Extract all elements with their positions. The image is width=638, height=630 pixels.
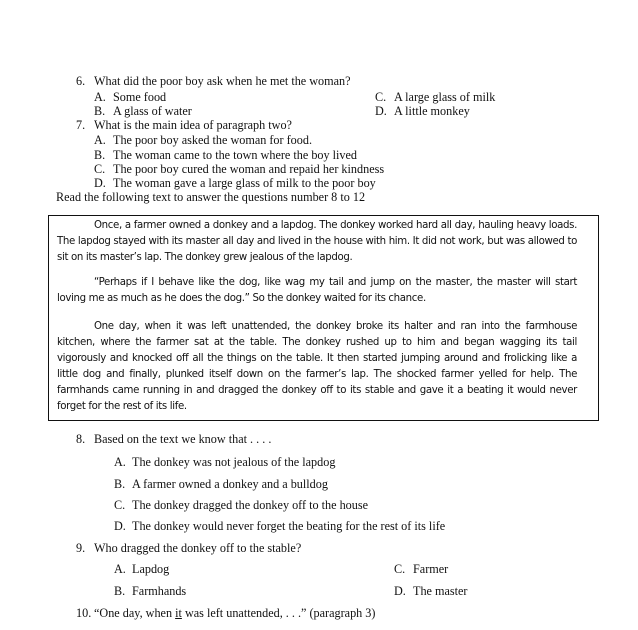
question-text: What is the main idea of paragraph two? [94, 118, 292, 132]
question-number: 10. [76, 606, 92, 620]
option-text: The poor boy cured the woman and repaid her kindness [113, 162, 385, 176]
option-letter: C. [394, 562, 406, 576]
passage-line: The lapdog stayed with its master all day and lived in the house with him. It did not work, but was allowed to [57, 236, 577, 247]
question-text: Who dragged the donkey off to the stable? [94, 541, 302, 555]
option-text: The woman came to the town where the boy lived [113, 148, 358, 162]
option-letter: B. [94, 148, 106, 162]
question-number: 8. [76, 432, 86, 446]
option-text: The donkey was not jealous of the lapdog [132, 455, 336, 469]
option-text: Lapdog [132, 562, 170, 576]
passage-line: vigorously and knocked off all the things on the table. It then started jumping around and frolicking like a [57, 353, 577, 364]
option-letter: C. [375, 90, 387, 104]
question-text: What did the poor boy ask when he met the woman? [94, 74, 351, 88]
reading-passage-box [48, 215, 599, 421]
option-letter: C. [94, 162, 106, 176]
question-text: Based on the text we know that . . . . [94, 432, 272, 446]
option-text: The donkey dragged the donkey off to the house [132, 498, 369, 512]
option-text: Some food [113, 90, 167, 104]
option-text: The donkey would never forget the beating for the rest of its life [132, 519, 446, 533]
option-text: The master [413, 584, 468, 598]
option-letter: A. [94, 90, 106, 104]
question-text-start: “One day, when [94, 606, 176, 620]
option-letter: D. [394, 584, 406, 598]
option-letter: D. [114, 519, 126, 533]
passage-line: “Perhaps if I behave like the dog, like wag my tail and jump on the master, the master will start [94, 277, 577, 288]
option-letter: B. [94, 104, 106, 118]
reading-instruction: Read the following text to answer the questions number 8 to 12 [56, 190, 366, 204]
underlined-word: it [175, 606, 182, 620]
option-text: A large glass of milk [394, 90, 496, 104]
question-text-end: was left unattended, . . .” (paragraph 3) [181, 606, 376, 620]
option-letter: C. [114, 498, 126, 512]
option-letter: D. [94, 176, 106, 190]
option-letter: D. [375, 104, 387, 118]
option-letter: A. [114, 562, 126, 576]
passage-line: sit on its master’s lap. The donkey grew jealous of the lapdog. [57, 252, 353, 263]
question-number: 7. [76, 118, 86, 132]
option-letter: B. [114, 584, 126, 598]
option-text: The poor boy asked the woman for food. [113, 133, 313, 147]
option-text: A glass of water [113, 104, 192, 118]
passage-line: loving me as much as he does the dog.” So the donkey waited for its chance. [57, 293, 426, 304]
option-letter: A. [94, 133, 106, 147]
option-text: Farmer [413, 562, 449, 576]
option-letter: A. [114, 455, 126, 469]
passage-line: farmhands came running in and dragged the donkey off to its stable and gave it a beating it would never [57, 385, 577, 396]
passage-line: forget for the rest of its life. [57, 401, 187, 412]
option-text: The woman gave a large glass of milk to the poor boy [113, 176, 376, 190]
passage-line: Once, a farmer owned a donkey and a lapdog. The donkey worked hard all day, hauling heavy loads. [94, 220, 577, 231]
passage-line: little dog and finally, plunked itself down on the farmer’s lap. The shocked farmer yelled for help. The [57, 369, 577, 380]
option-text: Farmhands [132, 584, 187, 598]
question-text [94, 606, 375, 620]
question-number: 6. [76, 74, 86, 88]
option-text: A little monkey [394, 104, 470, 118]
option-letter: B. [114, 477, 126, 491]
question-number: 9. [76, 541, 86, 555]
option-text: A farmer owned a donkey and a bulldog [132, 477, 328, 491]
passage-line: One day, when it was left unattended, the donkey broke its halter and ran into the farmhouse [94, 321, 577, 332]
passage-line: kitchen, where the farmer sat at the table. The donkey rushed up to him and began wagging its tail [57, 337, 577, 348]
